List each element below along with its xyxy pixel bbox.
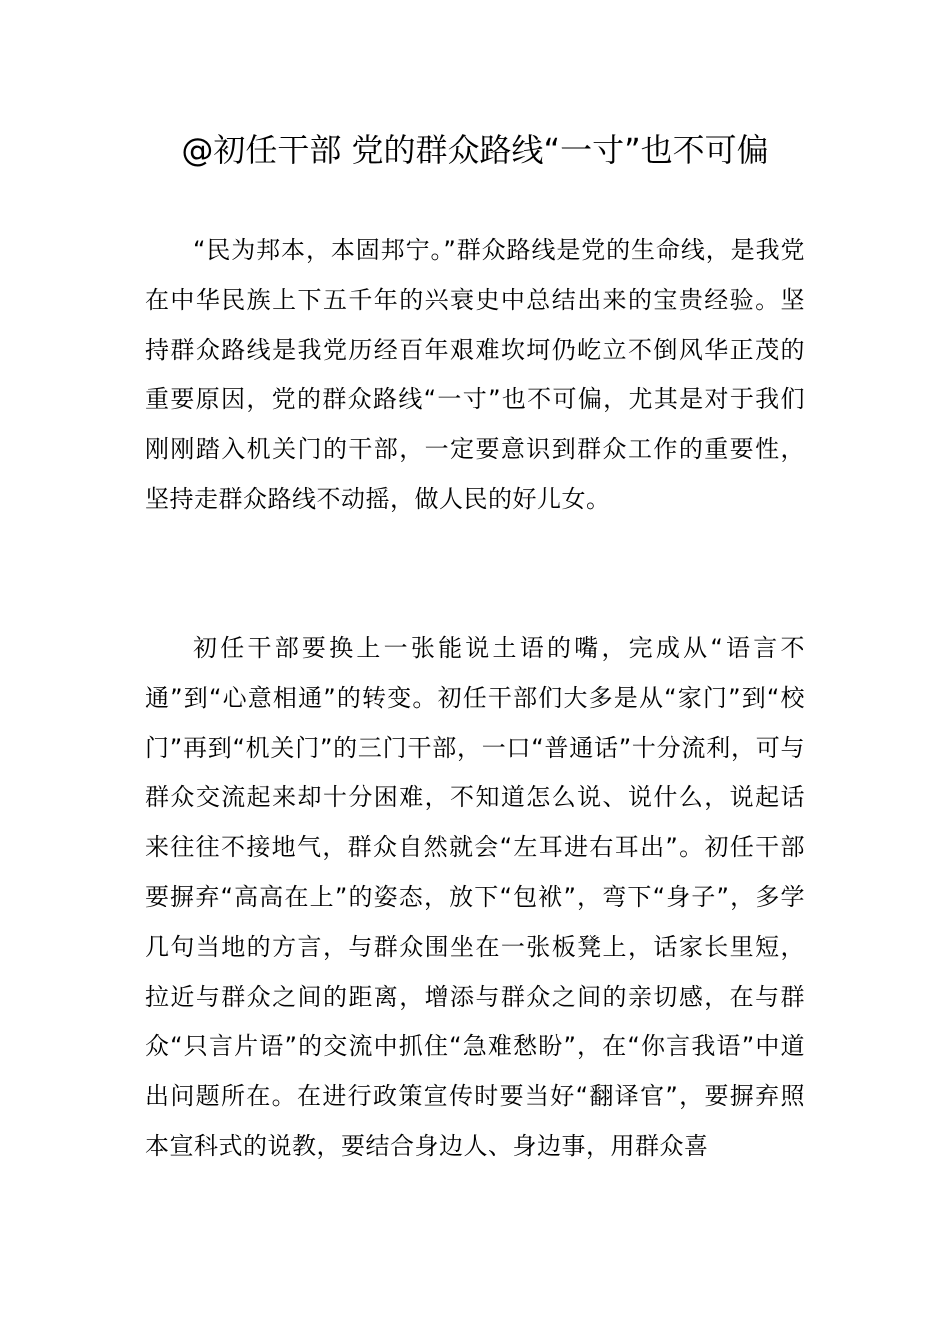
document-title: @初任干部 党的群众路线“一寸”也不可偏 — [181, 131, 769, 169]
paragraph-2: 初任干部要换上一张能说土语的嘴，完成从“语言不通”到“心意相通”的转变。初任干部们大多是从“家门”到“校门”再到“机关门”的三门干部，一口“普通话”十分流利，可与群众交流起来却十分困难，不知道怎么说、说什么，说起话来往往不接地气，群众自然就会“左耳进右耳出”。初任干部要摒弃“高高在上”的姿态，放下“包袱”，弯下“身子”，多学几句当地的方言，与群众围坐在一张板凳上，话家长里短，拉近与群众之间的距离，增添与群众之间的亲切感，在与群众“只言片语”的交流中抓住“急难愁盼”，在“你言我语”中道出问题所在。在进行政策宣传时要当好“翻译官”，要摒弃照本宣科式的说教，要结合身边人、身边事，用群众喜 — [145, 634, 805, 1160]
paragraph-1: “民为邦本，本固邦宁。”群众路线是党的生命线，是我党在中华民族上下五千年的兴衰史中总结出来的宝贵经验。坚持群众路线是我党历经百年艰难坎坷仍屹立不倒风华正茂的重要原因，党的群众路线“一寸”也不可偏，尤其是对于我们刚刚踏入机关门的干部，一定要意识到群众工作的重要性，坚持走群众路线不动摇，做人民的好儿女。 — [145, 236, 805, 513]
